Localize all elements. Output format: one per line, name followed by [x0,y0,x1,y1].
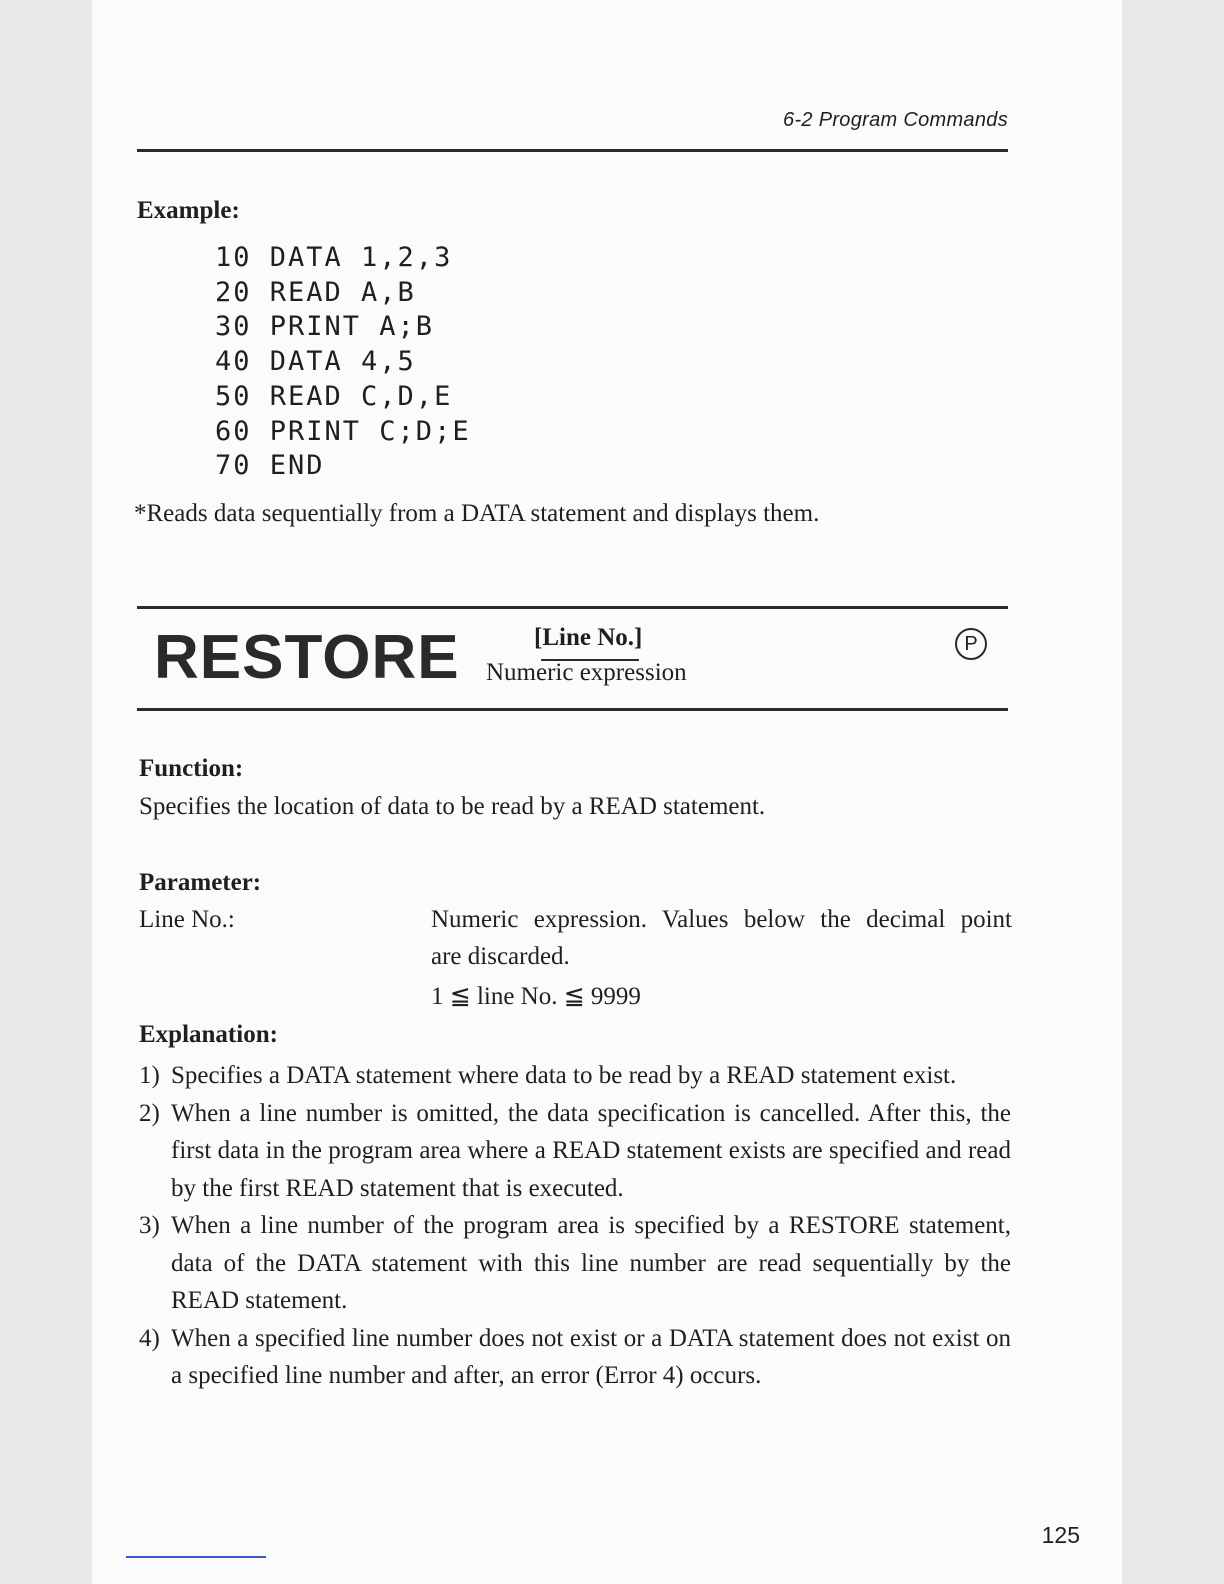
explanation-list [139,1057,1011,1395]
parameter-desc-line1: Numeric expression. Values below the decimal point [431,906,1012,933]
header-rule [137,149,1008,152]
list-item [139,1207,1011,1320]
item-text: Specifies a DATA statement where data to be read by a READ statement exist. [171,1062,957,1089]
item-number: 1) [139,1062,160,1089]
parameter-name: Line No.: [139,906,235,933]
example-code-block [215,241,471,484]
function-text: Specifies the location of data to be read by a READ statement. [139,793,766,820]
code-line: 40 DATA 4,5 [215,346,416,378]
list-item [139,1320,1011,1395]
command-top-rule [137,606,1008,609]
example-label: Example: [137,197,240,224]
code-line: 60 PRINT C;D;E [215,415,471,447]
syntax-param-type: Numeric expression [486,659,687,686]
code-line: 10 DATA 1,2,3 [215,242,453,273]
list-item [139,1095,1011,1208]
item-number: 2) [139,1099,160,1127]
explanation-label: Explanation: [139,1021,278,1048]
code-line: 30 PRINT A;B [215,311,435,343]
item-text: When a line number of the program area is specified by a RESTORE statement, data of the DATA statement with this line number are read sequentially by the READ statement. [171,1212,1011,1314]
command-bottom-rule [137,708,1008,711]
list-item [139,1057,1011,1095]
item-number: 4) [139,1324,160,1352]
page-number: 125 [1041,1522,1080,1548]
item-text: When a line number is omitted, the data specification is cancelled. After this, the first data in the program area where a READ statement exists are specified and read by the first READ statement that is executed. [171,1099,1011,1202]
code-line: 70 END [215,450,325,482]
parameter-label: Parameter: [139,869,262,896]
item-number: 3) [139,1212,160,1239]
code-line: 50 READ C,D,E [215,380,453,412]
parameter-desc-line2: are discarded. [431,943,570,970]
code-line: 20 READ A,B [215,276,416,308]
command-title: RESTORE [154,623,460,692]
parameter-range: 1 ≦ line No. ≦ 9999 [431,983,641,1010]
running-header: 6-2 Program Commands [783,109,1008,131]
example-note: *Reads data sequentially from a DATA statement and displays them. [134,500,820,527]
footer-mark [126,1556,266,1558]
item-text: When a specified line number does not exist or a DATA statement does not exist on a specified line number and after, an error (Error 4) occurs. [171,1324,1011,1389]
function-label: Function: [139,755,244,782]
syntax-optional-param: [Line No.] [534,624,643,651]
program-mode-icon: P [955,628,987,660]
